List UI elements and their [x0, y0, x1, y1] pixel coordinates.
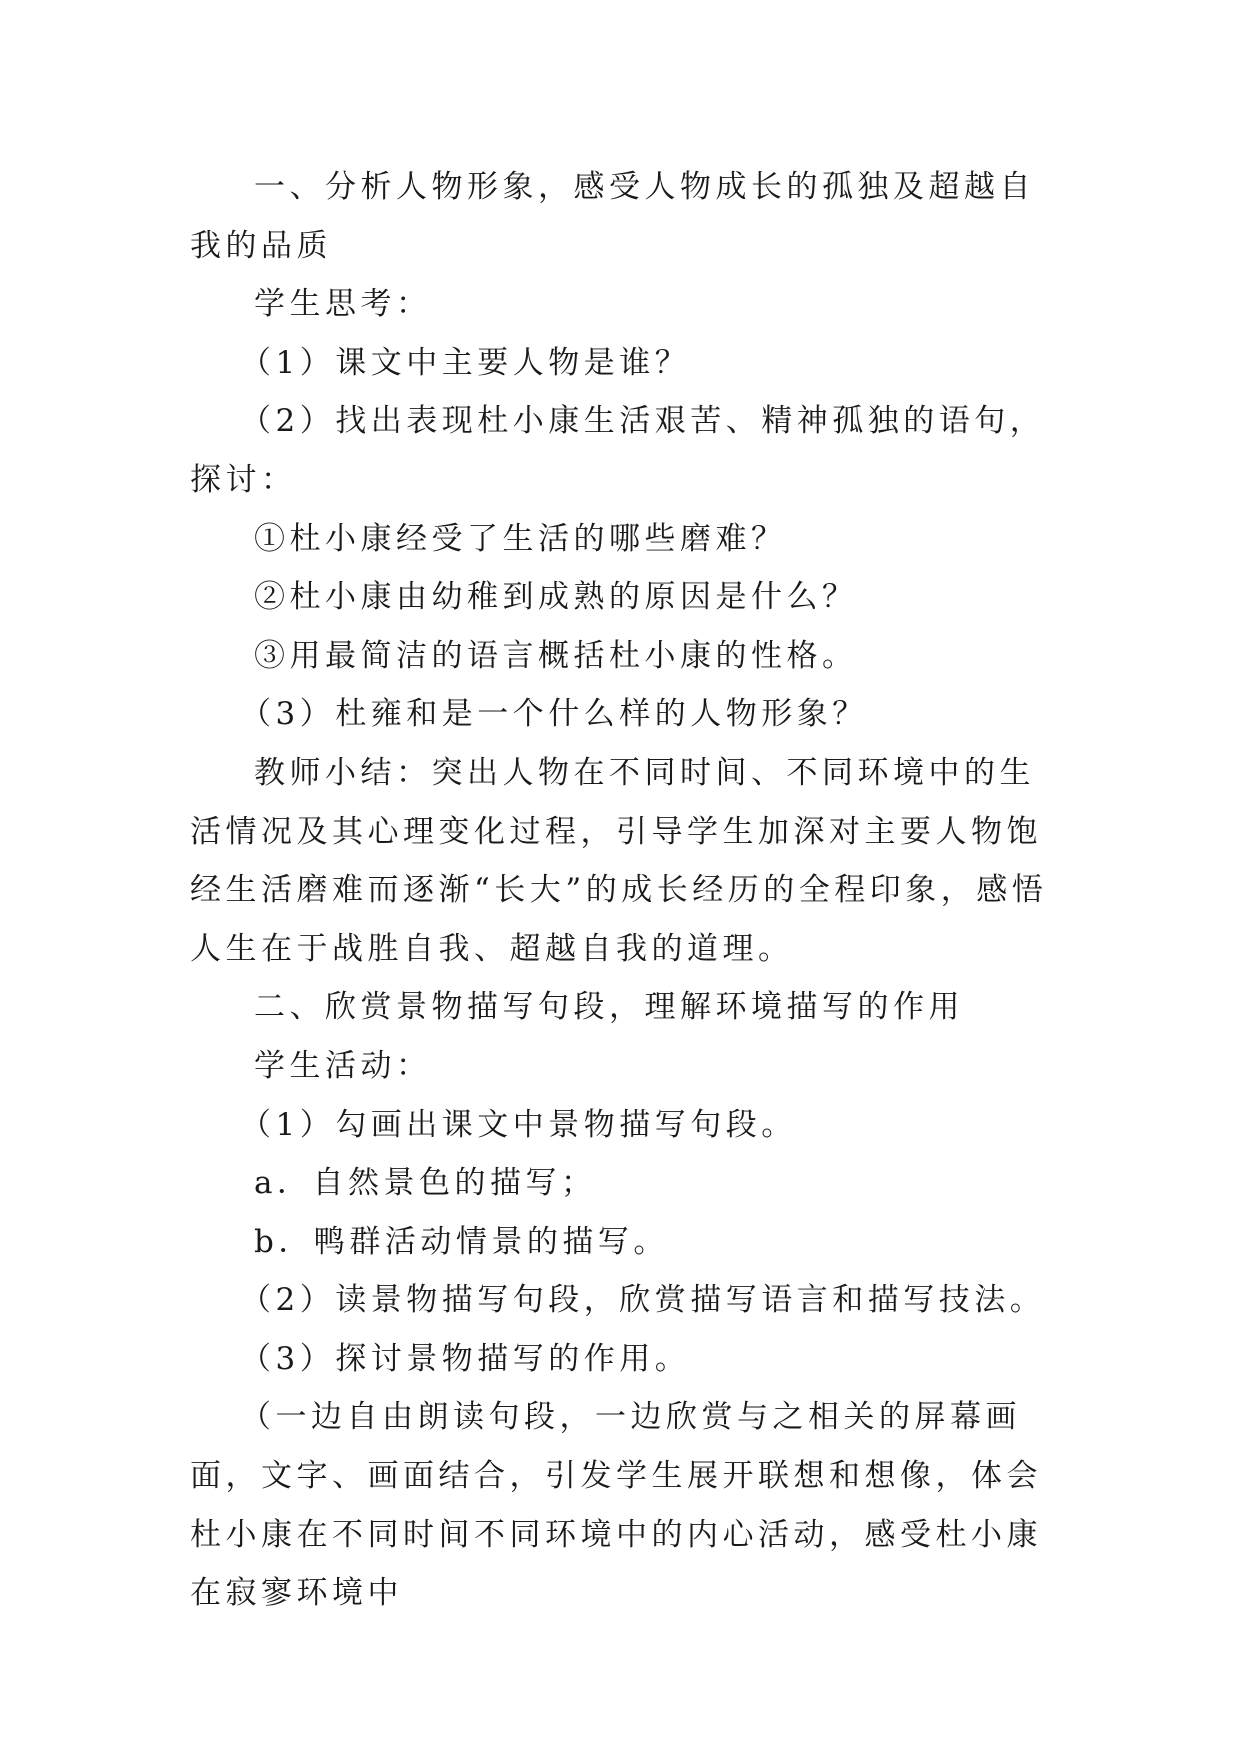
question-item: （3）杜雍和是一个什么样的人物形象？ [240, 696, 868, 733]
paragraph: 学生思考： [254, 286, 432, 323]
sub-question-item: ①杜小康经受了生活的哪些磨难？ [254, 520, 787, 557]
paragraph: 学生活动： [254, 1047, 432, 1084]
activity-item: （1）勾画出课文中景物描写句段。 [240, 1106, 797, 1143]
activity-subitem: b．鸭群活动情景的描写。 [254, 1223, 669, 1260]
sub-question-item: ③用最简洁的语言概括杜小康的性格。 [254, 637, 858, 674]
document-body [190, 158, 1070, 1623]
activity-note: （一边自由朗读句段，一边欣赏与之相关的屏幕画面，文字、画面结合，引发学生展开联想和想像，体会杜小康在不同时间不同环境中的内心活动，感受杜小康在寂寥环境中 [190, 1399, 1042, 1612]
question-item: （2）找出表现杜小康生活艰苦、精神孤独的语句，探讨： [190, 403, 1046, 498]
section-heading-1: 一、分析人物形象，感受人物成长的孤独及超越自我的品质 [190, 169, 1035, 264]
sub-question-item: ②杜小康由幼稚到成熟的原因是什么？ [254, 579, 858, 616]
teacher-summary: 教师小结：突出人物在不同时间、不同环境中的生活情况及其心理变化过程，引导学生加深对主要人物饱经生活磨难而逐渐“长大”的成长经历的全程印象，感悟人生在于战胜自我、超越自我的道理。 [190, 754, 1048, 967]
question-item: （1）课文中主要人物是谁？ [240, 344, 691, 381]
section-heading-2: 二、欣赏景物描写句段，理解环境描写的作用 [254, 989, 964, 1026]
activity-subitem: a．自然景色的描写； [254, 1165, 597, 1202]
activity-item: （3）探讨景物描写的作用。 [240, 1340, 691, 1377]
activity-item: （2）读景物描写句段，欣赏描写语言和描写技法。 [240, 1282, 1046, 1319]
